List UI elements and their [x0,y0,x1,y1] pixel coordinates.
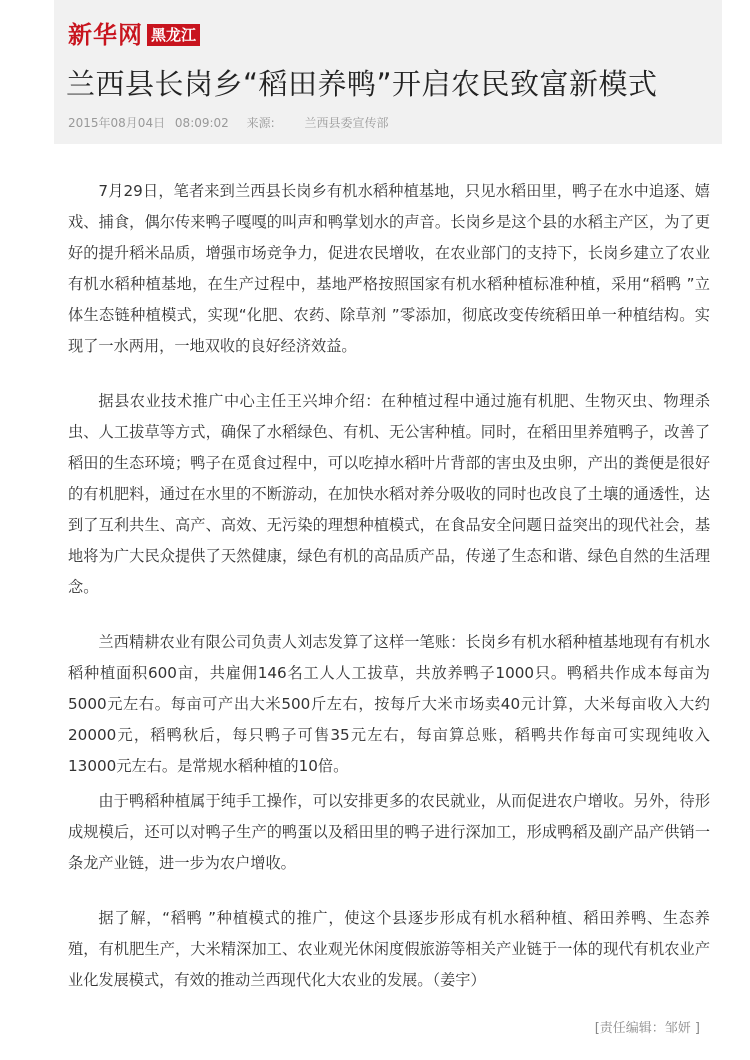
paragraph-3: 兰西精耕农业有限公司负责人刘志发算了这样一笔账：长岗乡有机水稻种植基地现有有机水稻种植面积600亩，共雇佣146名工人人工拔草，共放养鸭子1000只。鸭稻共作成本每亩为5000元左右。每亩可产出大米500斤左右，按每斤大米市场卖40元计算，大米每亩收入大约20000元，稻鸭秋后，每只鸭子可售35元左右，每亩算总账，稻鸭共作每亩可实现纯收入13000元左右。是常规水稻种植的10倍。 [68,633,710,775]
paragraph-4: 由于鸭稻种植属于纯手工操作，可以安排更多的农民就业，从而促进农户增收。另外，待形成规模后，还可以对鸭子生产的鸭蛋以及稻田里的鸭子进行深加工，形成鸭稻及副产品产供销一条龙产业链，进一步为农户增收。 [68,792,710,872]
paragraph-5: 据了解，“稻鸭 ”种植模式的推广，使这个县逐步形成有机水稻种植、稻田养鸭、生态养殖，有机肥生产，大米精深加工、农业观光休闲度假旅游等相关产业链于一体的现代有机农业产业化发展模式，有效的推动兰西现代化大农业的发展。（姜宇） [68,909,710,989]
responsible-editor: [责任编辑：邹妍 ] [594,1021,700,1036]
publish-time: 08:09:02 [174,116,229,130]
publish-date: 2015年08月04日 [68,116,166,130]
source-label: 来源: [246,116,275,130]
source-name: 兰西县委宣传部 [304,116,389,130]
article-meta [68,114,389,131]
paragraph-1: 7月29日，笔者来到兰西县长岗乡有机水稻种植基地，只见水稻田里，鸭子在水中追逐、嬉戏、捕食，偶尔传来鸭子嘎嘎的叫声和鸭掌划水的声音。长岗乡是这个县的水稻主产区，为了更好的提升稻米品质，增强市场竞争力，促进农民增收，在农业部门的支持下，长岗乡建立了农业有机水稻种植基地，在生产过程中，基地严格按照国家有机水稻种植标准种植，采用“稻鸭 ”立体生态链种植模式，实现“化肥、农药、除草剂 ”零添加，彻底改变传统稻田单一种植结构。实现了一水两用，一地双收的良好经济效益。 [68,182,710,355]
paragraph-2: 据县农业技术推广中心主任王兴坤介绍：在种植过程中通过施有机肥、生物灭虫、物理杀虫、人工拔草等方式，确保了水稻绿色、有机、无公害种植。同时，在稻田里养殖鸭子，改善了稻田的生态环境；鸭子在觅食过程中，可以吃掉水稻叶片背部的害虫及虫卵，产出的粪便是很好的有机肥料，通过在水里的不断游动，在加快水稻对养分吸收的同时也改良了土壤的通透性，达到了互利共生、高产、高效、无污染的理想种植模式，在食品安全问题日益突出的现代社会，基地将为广大民众提供了天然健康，绿色有机的高品质产品，传递了生态和谐、绿色自然的生活理念。 [68,392,710,596]
site-logo[interactable] [68,20,200,50]
page-title: 兰西县长岗乡“稻田养鸭”开启农民致富新模式 [66,67,658,101]
logo-xinhuanet: 新华网 [68,21,143,49]
article-body [68,176,710,1020]
logo-region-badge: 黑龙江 [147,24,200,46]
